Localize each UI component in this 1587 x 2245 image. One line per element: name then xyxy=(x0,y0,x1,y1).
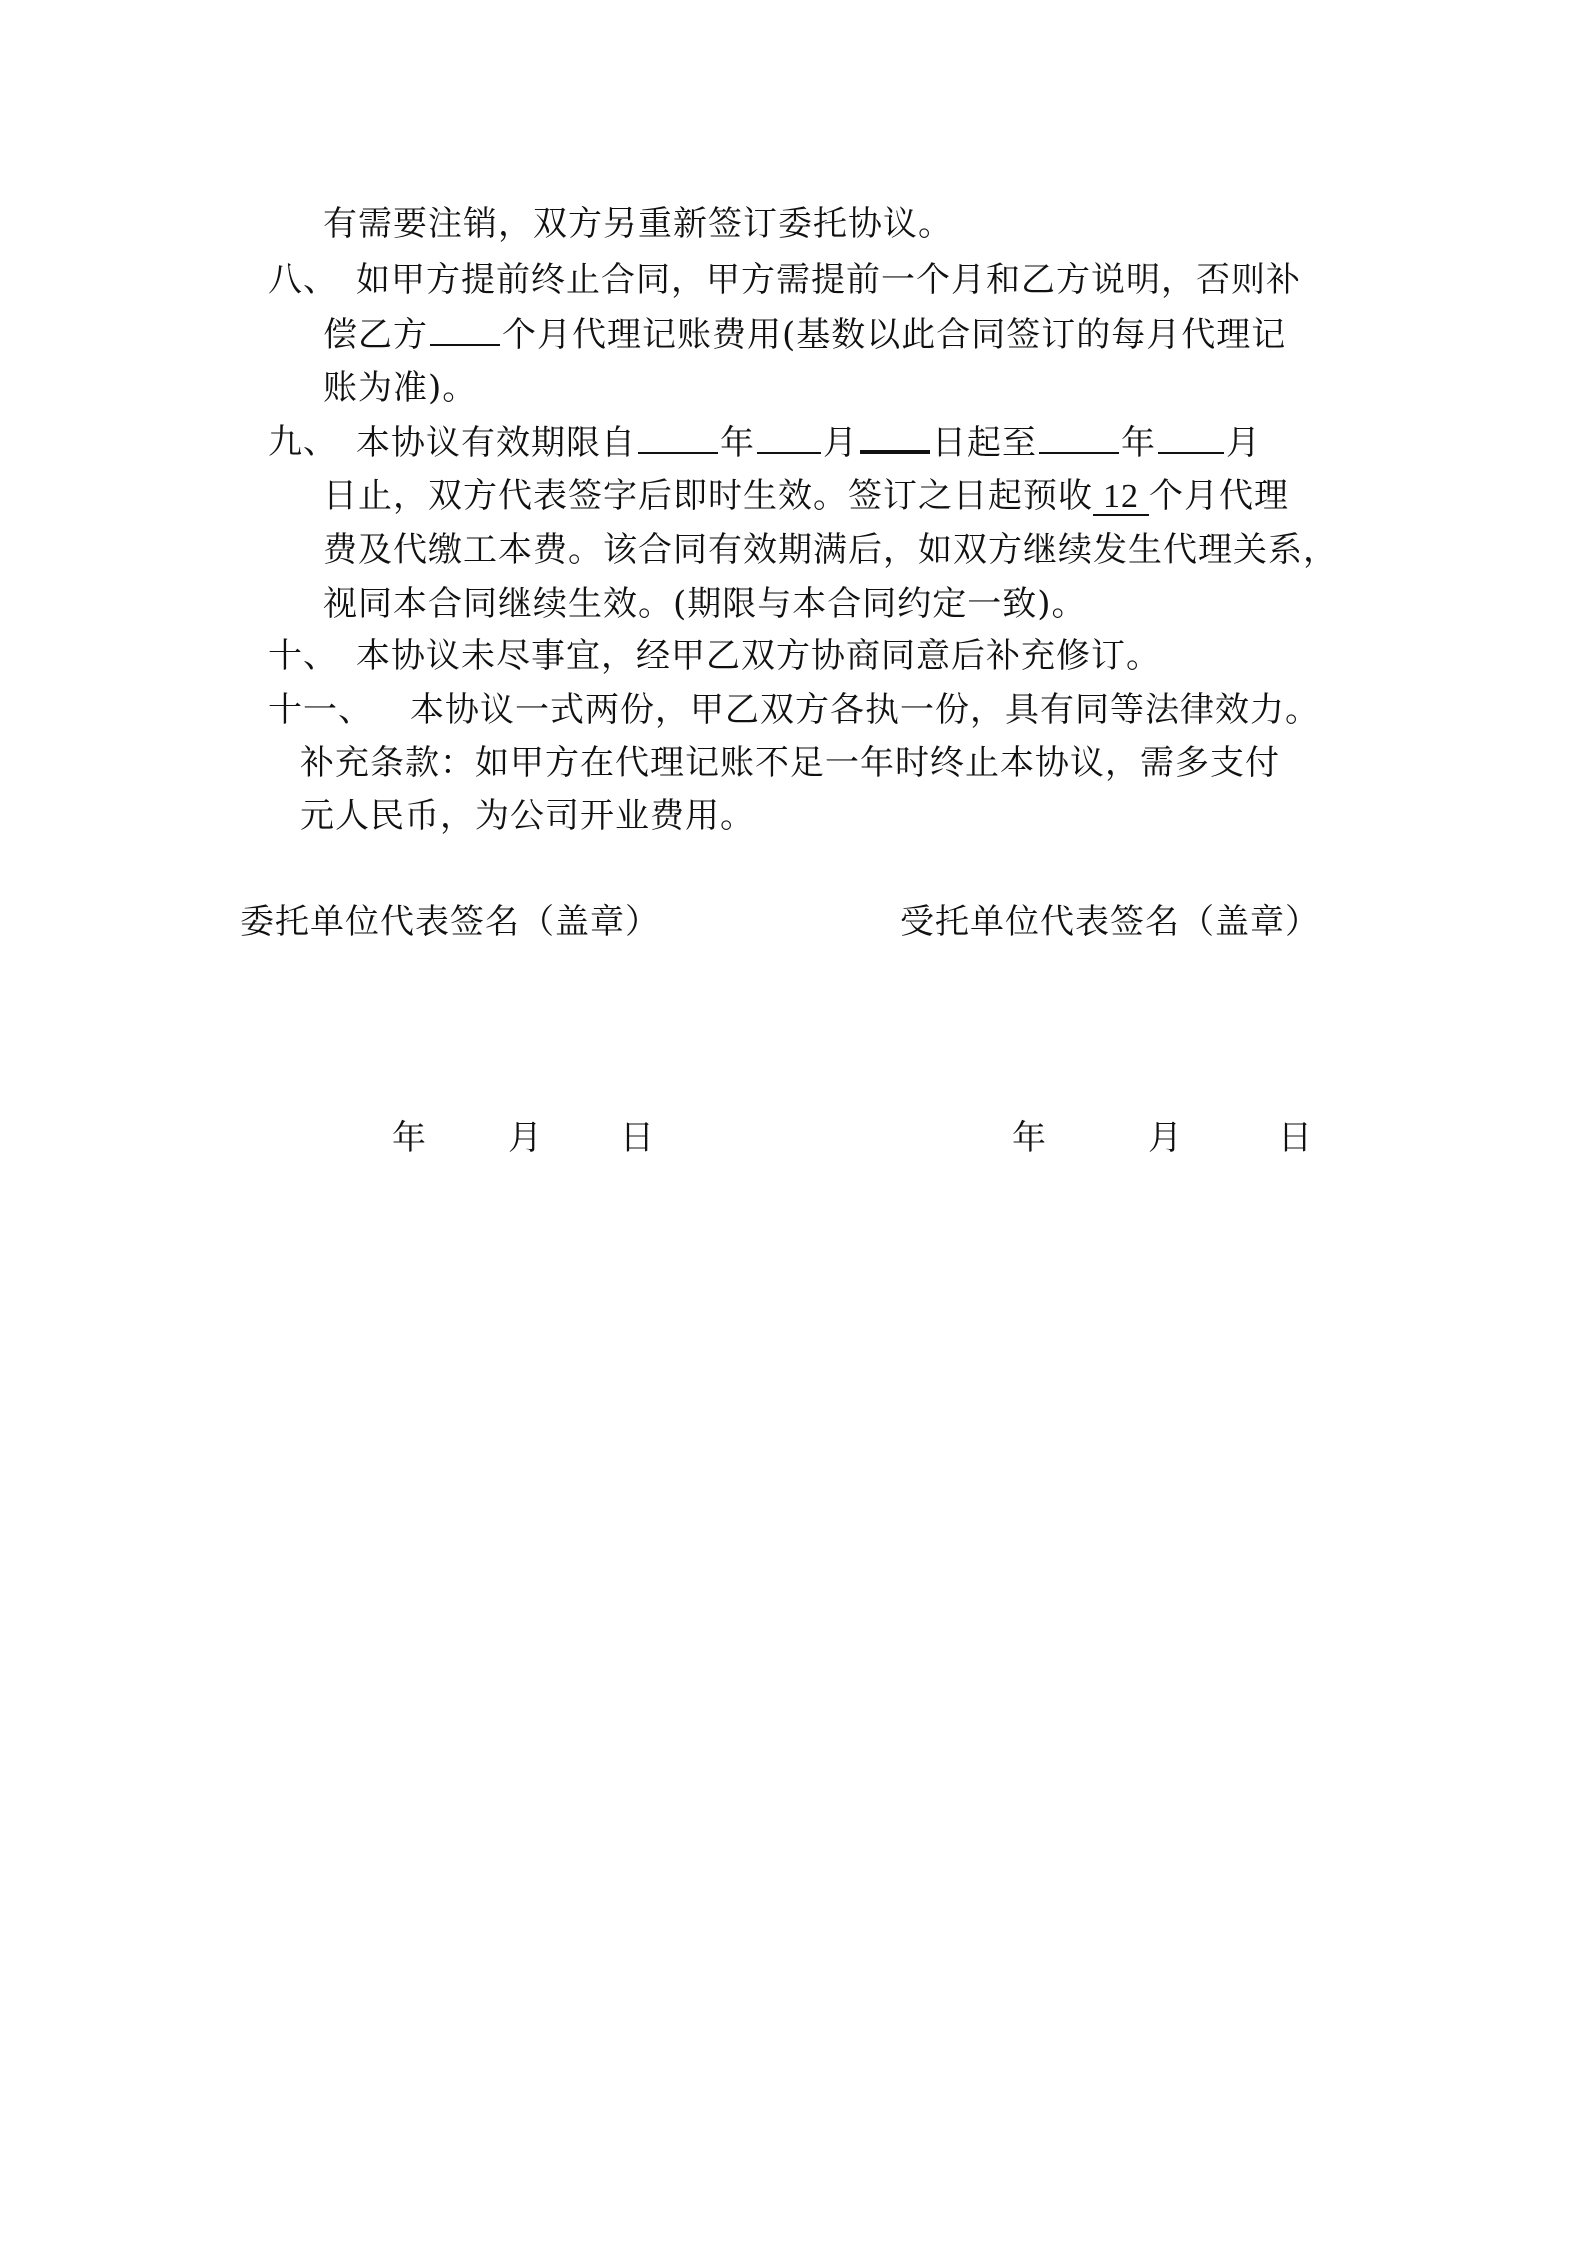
prepay-months-value: 12 xyxy=(1093,480,1149,516)
client-signature-label: 委托单位代表签名（盖章） xyxy=(240,902,660,942)
start-day-blank xyxy=(860,422,930,454)
clause-7-tail: 有需要注销，双方另重新签订委托协议。 xyxy=(323,204,953,244)
clause-9-line-4: 视同本合同继续生效。(期限与本合同约定一致)。 xyxy=(323,584,1087,624)
clause-9-line-2 xyxy=(323,476,1289,516)
start-day-to-label: 日起至 xyxy=(932,423,1037,463)
agent-date-day: 日 xyxy=(1278,1118,1312,1158)
clause-9-line-2-post: 个月代理 xyxy=(1149,476,1289,516)
start-month-blank xyxy=(757,424,821,454)
end-month-label: 月 xyxy=(1226,423,1261,463)
client-date-month: 月 xyxy=(508,1118,542,1158)
supplement-line-2: 元人民币，为公司开业费用。 xyxy=(300,796,755,836)
start-month-label: 月 xyxy=(823,423,858,463)
clause-11-text: 本协议一式两份，甲乙双方各执一份，具有同等法律效力。 xyxy=(410,690,1320,730)
client-date-year: 年 xyxy=(392,1118,426,1158)
clause-8-line-2-post: 个月代理记账费用(基数以此合同签订的每月代理记 xyxy=(502,315,1287,355)
supplement-line-1: 补充条款：如甲方在代理记账不足一年时终止本协议，需多支付 xyxy=(300,743,1280,783)
clause-11-marker: 十一、 xyxy=(268,690,373,730)
end-month-blank xyxy=(1158,424,1224,454)
start-year-label: 年 xyxy=(720,423,755,463)
clause-9-validity-label: 本协议有效期限自 xyxy=(356,423,636,463)
agent-date-month: 月 xyxy=(1148,1118,1182,1158)
end-year-blank xyxy=(1039,424,1119,454)
clause-8-line-3: 账为准)。 xyxy=(323,368,478,408)
clause-9-line-1 xyxy=(356,422,1261,463)
clause-9-line-2-pre: 日止，双方代表签字后即时生效。签订之日起预收 xyxy=(323,476,1093,516)
agent-date-year: 年 xyxy=(1012,1118,1046,1158)
clause-8-line-2 xyxy=(323,315,1286,355)
agent-signature-label: 受托单位代表签名（盖章） xyxy=(900,902,1320,942)
clause-10-text: 本协议未尽事宜，经甲乙双方协商同意后补充修订。 xyxy=(356,636,1161,676)
client-date-day: 日 xyxy=(620,1118,654,1158)
months-compensation-blank xyxy=(430,316,500,346)
clause-8-line-2-pre: 偿乙方 xyxy=(323,315,428,355)
clause-9-marker: 九、 xyxy=(268,422,338,462)
clause-9-line-3: 费及代缴工本费。该合同有效期满后，如双方继续发生代理关系， xyxy=(323,530,1338,570)
clause-10-marker: 十、 xyxy=(268,636,338,676)
clause-8-marker: 八、 xyxy=(268,260,338,300)
end-year-label: 年 xyxy=(1121,423,1156,463)
start-year-blank xyxy=(638,424,718,454)
clause-8-line-1: 如甲方提前终止合同，甲方需提前一个月和乙方说明，否则补 xyxy=(356,260,1301,300)
